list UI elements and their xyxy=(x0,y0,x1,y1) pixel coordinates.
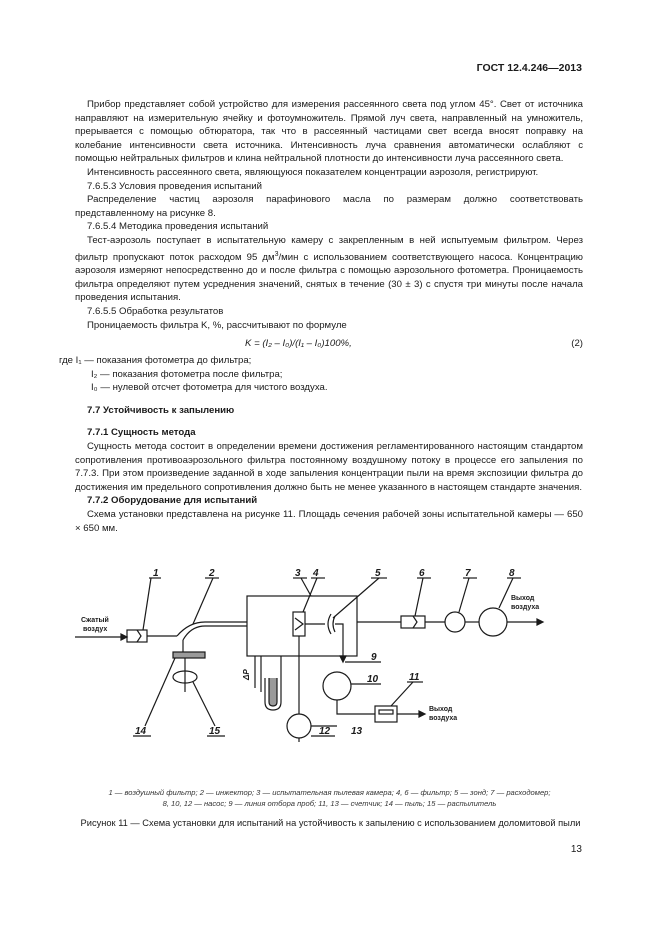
pipe xyxy=(337,700,375,714)
leader-line xyxy=(143,578,151,630)
label-5: 5 xyxy=(375,568,381,579)
delta-p-label: ΔP xyxy=(242,669,251,680)
paragraph: Схема установки представлена на рисунке 11. Площадь сечения рабочей зоны испытательной камеры — 650 × 650 мм. xyxy=(75,509,583,534)
injector-2 xyxy=(183,626,247,640)
paragraph: Прибор представляет собой устройство для измерения рассеянного света под углом 45°. Свет от источника направляют на измерительную ячейку и фотоумножитель. Прямой луч света, направленный на умножитель, прерывается с помощью обтюратора, так что в рассеянный частицами свет всегда вносят поправку на колебание интенсивности света источника. Интенсивность луча сравнения автоматически ослабляют с помощью нейтральных фильтров и клина нейтральной плотности до интенсивности луча рассеянного света. xyxy=(75,99,583,165)
sample-line-9 xyxy=(335,624,343,660)
arrow-icon xyxy=(121,634,127,640)
arrow-icon xyxy=(419,711,425,717)
formula-row xyxy=(75,336,583,352)
section-heading: 7.6.5.4 Методика проведения испытаний xyxy=(87,221,269,233)
paragraph: Проницаемость фильтра K, %, рассчитывают по формуле xyxy=(87,319,347,331)
pump-12 xyxy=(287,714,311,738)
label-7: 7 xyxy=(465,568,471,579)
arrow-icon xyxy=(340,656,346,662)
label-6: 6 xyxy=(419,568,425,579)
dust-chamber-3 xyxy=(247,596,357,656)
leader-line xyxy=(333,578,379,618)
paragraph: Распределение частиц аэрозоля парафинового масла по размерам должно соответствовать представленному на рисунке 8. xyxy=(75,194,583,219)
label-8: 8 xyxy=(509,568,515,579)
label-11: 11 xyxy=(409,672,420,683)
label-15: 15 xyxy=(209,726,221,737)
outlet-label: воздуха xyxy=(511,604,540,611)
label-12: 12 xyxy=(319,726,331,737)
outlet-label: Выход xyxy=(429,706,453,713)
legend-item: I₂ — показания фотометра после фильтра; xyxy=(91,368,283,380)
legend-line: 1 — воздушный фильтр; 2 — инжектор; 3 — испытательная пылевая камера; 4, 6 — фильтр; 5 — зонд; 7 — расходомер; xyxy=(108,788,551,797)
arrow-icon xyxy=(537,619,543,625)
counter-display xyxy=(379,710,393,714)
figure-legend xyxy=(62,787,597,809)
leader-line xyxy=(303,578,317,612)
section-heading: 7.6.5.5 Обработка результатов xyxy=(87,305,224,317)
paragraph: Интенсивность рассеянного света, являющуюся показателем концентрации аэрозоля, регистрируют. xyxy=(87,166,539,178)
section-heading: 7.7 Устойчивость к запылению xyxy=(87,404,235,416)
paragraph: Сущность метода состоит в определении времени достижения регламентированного настоящим стандартом сопротивления противоаэрозольного фильтра постоянному воздушному потоку в процессе его запыления по 7.7.3. При этом произведение заданной в ходе запыления концентрации пыли на время экспозиции фильтра до достижения им предельного сопротивления должно быть не менее указанного в настоящем стандарте значения. xyxy=(75,441,583,493)
figure-title: Рисунок 11 — Схема установки для испытаний на устойчивость к запылению с использованием доломитовой пыли xyxy=(80,818,581,828)
label-14: 14 xyxy=(135,726,147,737)
leader-line xyxy=(459,578,469,612)
inlet-label: воздух xyxy=(83,626,108,633)
document-body xyxy=(59,98,583,535)
outlet-label: воздуха xyxy=(429,715,458,722)
flowmeter-7 xyxy=(445,612,465,632)
filter-6 xyxy=(401,616,425,628)
label-9: 9 xyxy=(371,652,377,663)
filter-mark xyxy=(137,630,141,642)
probe-5 xyxy=(328,614,331,634)
label-2: 2 xyxy=(209,568,215,579)
section-heading: 7.7.2 Оборудование для испытаний xyxy=(87,495,258,507)
pump-10 xyxy=(323,672,351,700)
manometer-fluid xyxy=(269,678,277,706)
label-10: 10 xyxy=(367,674,379,685)
leader-line xyxy=(145,658,175,726)
section-heading: 7.7.1 Сущность метода xyxy=(87,427,196,439)
formula-number: (2) xyxy=(571,338,583,350)
leader-line xyxy=(391,682,413,706)
section-heading: 7.6.5.3 Условия проведения испытаний xyxy=(87,180,262,192)
leader-line xyxy=(301,578,311,596)
filter-mark xyxy=(295,618,303,630)
legend-item: I₀ — нулевой отсчет фотометра для чистого воздуха. xyxy=(91,382,328,394)
label-4: 4 xyxy=(313,568,319,579)
legend-line: 8, 10, 12 — насос; 9 — линия отбора проб; 11, 13 — счетчик; 14 — пыль; 15 — распылитель xyxy=(162,799,497,808)
leader-line xyxy=(193,682,215,726)
label-3: 3 xyxy=(295,568,301,579)
page-number: 13 xyxy=(570,844,582,855)
leader-line xyxy=(193,578,213,624)
figure-11-diagram xyxy=(75,562,583,742)
superscript: 3 xyxy=(274,250,279,258)
inlet-label: Сжатый xyxy=(81,617,109,624)
outlet-label: Выход xyxy=(511,595,535,602)
filter-mark xyxy=(413,616,417,628)
dust-14 xyxy=(173,652,205,658)
diagram-svg xyxy=(75,562,583,742)
formula: K = (I₂ – I₀)/(I₁ – I₀)100%, xyxy=(245,338,352,350)
leader-line xyxy=(415,578,423,616)
document-header: ГОСТ 12.4.246—2013 xyxy=(476,62,582,74)
legend-item: где I₁ — показания фотометра до фильтра; xyxy=(59,355,252,367)
probe-5 xyxy=(333,616,335,632)
paragraph: Тест-аэрозоль поступает в испытательную камеру с закрепленным в ней испытуемым фильтром. Через фильтр пропускают поток расходом 95 $дм^3$/мин с использованием соответствующего насоса. Концентрацию аэрозоля измеряют непосредственно до и после фильтра с помощью аэрозольного фотометра. Проницаемость фильтра определяют путем усреднения значений, снятых в течение (30 ± 3) с спустя три минуты после начала проведения испытания. xyxy=(75,234,583,304)
pump-8 xyxy=(479,608,507,636)
label-1: 1 xyxy=(153,568,159,579)
air-filter-1 xyxy=(127,630,147,642)
label-13: 13 xyxy=(351,726,363,737)
